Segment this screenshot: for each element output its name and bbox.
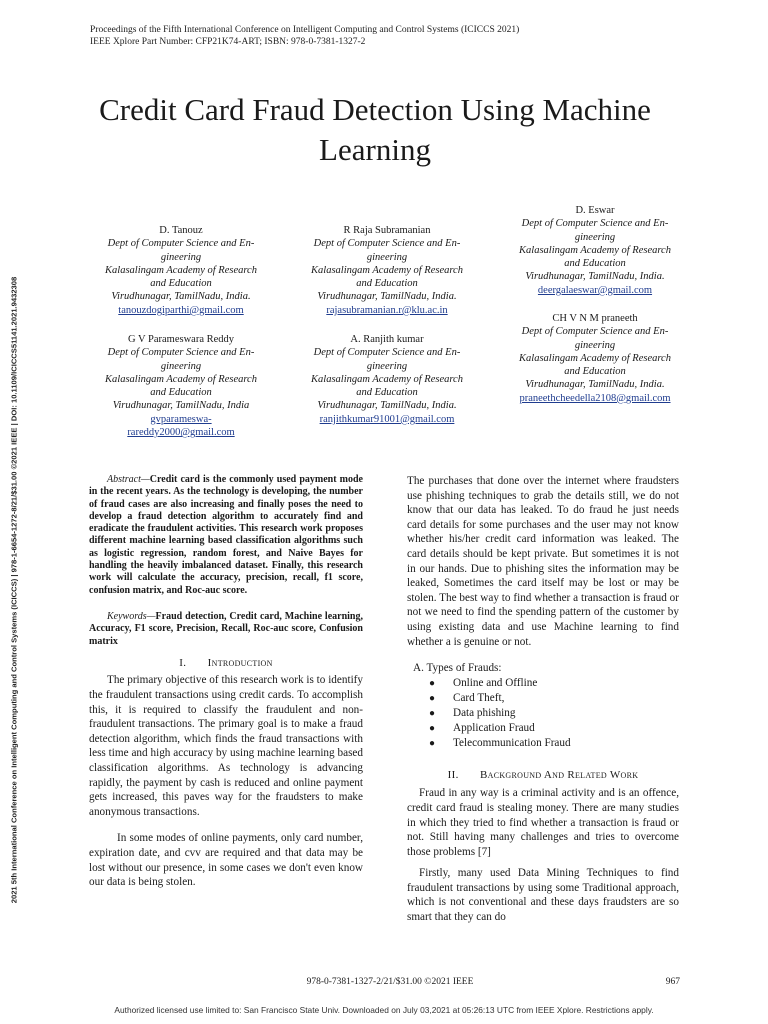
doi-sidebar [4, 200, 24, 980]
list-item: ● Data phishing [407, 706, 679, 721]
author-block-tanouz [86, 224, 276, 317]
background-paragraph-1: Fraud in any way is a criminal activity and is an offence, credit card fraud is stealing money. There are many studies in which they tried to find whether a transaction is fraud or not. Still having many challenges and tries to overcome those problems [7] [407, 787, 679, 858]
author-block-praneeth [500, 312, 690, 405]
list-item: ● Application Fraud [407, 721, 679, 736]
author-dept: Dept of Computer Science and En- [521, 326, 669, 338]
author-block-raja-subramanian [292, 224, 482, 317]
author-block-eswar [500, 204, 690, 297]
abstract-label: Abstract [107, 474, 141, 485]
list-item: ● Online and Offline [407, 676, 679, 691]
author-email-link[interactable]: ranjithkumar91001@gmail.com [319, 413, 455, 425]
author-block-parameswara-reddy [86, 333, 276, 439]
author-dept: Dept of Computer Science and En- [521, 218, 669, 230]
author-location: Virudhunagar, TamilNadu, India. [317, 400, 457, 412]
author-dept: Dept of Computer Science and En- [107, 238, 255, 250]
section-number: I. [179, 656, 187, 669]
background-paragraph-2: Firstly, many used Data Mining Techniques to find fraudulent transactions by using some Traditional approach, which is not conventional and these days fraudsters are so smart that they can do [407, 867, 679, 924]
author-institution: Kalasalingam Academy of Research [105, 264, 257, 276]
author-email-link[interactable]: deergalaeswar@gmail.com [537, 284, 653, 296]
author-institution-cont: and Education [564, 366, 626, 378]
section-title: Introduction [207, 656, 273, 669]
author-email-link[interactable]: gvparameswa- [150, 413, 212, 425]
author-dept-cont: gineering [160, 360, 202, 372]
author-institution-cont: and Education [150, 387, 212, 399]
intro-paragraph-2: In some modes of online payments, only card number, expiration date, and cvv are required and that data may be lost without our presence, in some cases we don't even know our data is being stolen. [89, 832, 363, 889]
author-dept: Dept of Computer Science and En- [313, 347, 461, 359]
abstract: Abstract—Credit card is the commonly used payment mode in the recent years. As the technology is developing, the number of fraud cases are also increasing and finally poses the need to develop a fraud detection algorithm to accurately find and eradicate the fraudulent activities. This research work proposes different machine learning based classification algorithms such as logistic regression, random forest, and Naive Bayes for handling the heavily imbalanced dataset. Finally, this research work will calculate the accuracy, precision, recall, f1 score, confusion matrix, and Roc-auc score. [89, 474, 363, 596]
author-location: Virudhunagar, TamilNadu, India. [525, 379, 665, 391]
author-institution: Kalasalingam Academy of Research [519, 244, 671, 256]
author-location: Virudhunagar, TamilNadu, India [112, 400, 250, 412]
author-email-link-cont[interactable]: rareddy2000@gmail.com [127, 427, 235, 439]
title-line-2: Learning [319, 132, 431, 167]
keywords: Keywords—Fraud detection, Credit card, Machine learning, Accuracy, F1 score, Precision, Recall, Roc-auc score, Confusion matrix [89, 610, 363, 647]
author-dept: Dept of Computer Science and En- [107, 347, 255, 359]
author-institution: Kalasalingam Academy of Research [105, 373, 257, 385]
abstract-text: Credit card is the commonly used payment mode in the recent years. As the technology is developing, the number of fraud cases are also increasing and finally poses the need to develop a fraud detection algorithm to accurately find and eradicate the fraudulent activities. This research work proposes different machine learning based classification algorithms such as logistic regression, random forest, and Naive Bayes for handling the heavily imbalanced dataset. Finally, this research work will calculate the accuracy, precision, recall, f1 score, confusion matrix, and Roc-auc score. [89, 474, 363, 596]
author-name: A. Ranjith kumar [350, 334, 424, 345]
right-paragraph-1: The purchases that done over the internet where fraudsters use phishing techniques to grab the details still, we do not know that our data has leaked. To do fraud he just needs card details for some purchases and the user may not know whether his/her credit card information was leaked. The card details should be kept private. But sometimes it is not in our hands. Due to phishing sites the information may be leaked, Sometimes the card itself may be lost or may be stolen. The best way to find whether a transaction is fraud or not we need to find the spending pattern of the customer by using existing data and use Machine learning to find whether a is genuine or not. [407, 475, 679, 648]
author-dept-cont: gineering [574, 339, 616, 351]
author-institution: Kalasalingam Academy of Research [519, 352, 671, 364]
title-line-1: Credit Card Fraud Detection Using Machine [99, 92, 651, 127]
author-name: CH V N M praneeth [552, 313, 638, 324]
keywords-text: Fraud detection, Credit card, Machine learning, Accuracy, F1 score, Precision, Recall, Roc-auc score, Confusion matrix [89, 610, 363, 647]
fraud-types-list [407, 676, 679, 751]
author-institution-cont: and Education [356, 387, 418, 399]
right-column [407, 474, 679, 925]
author-name: G V Parameswara Reddy [127, 334, 235, 345]
author-dept-cont: gineering [574, 231, 616, 243]
author-location: Virudhunagar, TamilNadu, India. [525, 271, 665, 283]
author-block-ranjith-kumar [292, 333, 482, 426]
author-dept-cont: gineering [366, 251, 408, 263]
author-institution-cont: and Education [564, 258, 626, 270]
author-dept: Dept of Computer Science and En- [313, 238, 461, 250]
author-institution: Kalasalingam Academy of Research [311, 373, 463, 385]
proceedings-line: Proceedings of the Fifth International Conference on Intelligent Computing and Control Systems (ICICCS 2021) [90, 25, 520, 35]
author-institution-cont: and Education [356, 278, 418, 290]
section-heading-introduction [89, 656, 363, 671]
section-title: Background And Related Work [480, 768, 639, 781]
subsection-heading-types: A. Types of Frauds: [413, 662, 502, 675]
authorized-use-notice: Authorized licensed use limited to: San Francisco State Univ. Downloaded on July 03,2021 at 05:26:13 UTC from IEEE Xplore. Restrictions apply. [114, 1005, 654, 1015]
list-item: ● Card Theft, [407, 691, 679, 706]
keywords-label: Keywords [107, 610, 147, 622]
author-dept-cont: gineering [160, 251, 202, 263]
author-dept-cont: gineering [366, 360, 408, 372]
author-location: Virudhunagar, TamilNadu, India. [317, 291, 457, 303]
author-location: Virudhunagar, TamilNadu, India. [111, 291, 251, 303]
author-name: R Raja Subramanian [343, 225, 431, 236]
page-number: 967 [665, 977, 680, 987]
list-item: ● Telecommunication Fraud [407, 736, 679, 751]
left-column [89, 474, 363, 890]
doi-sidebar-text: 2021 5th International Conference on Intelligent Computing and Control Systems (ICICCS) | 978-1-6654-1272-8/21/$31.00 ©2021 IEEE | DOI: 10.1109/ICICCS51141.2021.9432308 [9, 276, 19, 904]
section-number: II. [447, 768, 459, 781]
author-institution-cont: and Education [150, 278, 212, 290]
author-email-link[interactable]: tanouzdogiparthi@gmail.com [118, 304, 244, 316]
footer-copyright: 978-0-7381-1327-2/21/$31.00 ©2021 IEEE [306, 977, 474, 987]
isbn-line: IEEE Xplore Part Number: CFP21K74-ART; ISBN: 978-0-7381-1327-2 [90, 37, 366, 47]
author-name: D. Tanouz [159, 225, 203, 236]
paper-title [60, 90, 690, 170]
author-email-link[interactable]: rajasubramanian.r@klu.ac.in [326, 304, 448, 316]
running-header [90, 24, 519, 48]
author-name: D. Eswar [575, 205, 615, 216]
intro-paragraph-1: The primary objective of this research work is to identify the fraudulent transactions using credit cards. To accomplish this, it is required to classify the fraudulent and non-fraudulent transactions. The primary goal is to make a fraud detection algorithm, which finds the fraud transactions with less time and high accuracy by using machine learning based classification algorithms. As technology is advancing rapidly, the payment by cash is reduced and online payment gets increased, this paves way for the fraudsters to make anonymous transactions. [89, 674, 363, 818]
section-heading-background [407, 768, 679, 783]
author-email-link[interactable]: praneethcheedella2108@gmail.com [519, 392, 671, 404]
author-institution: Kalasalingam Academy of Research [311, 264, 463, 276]
